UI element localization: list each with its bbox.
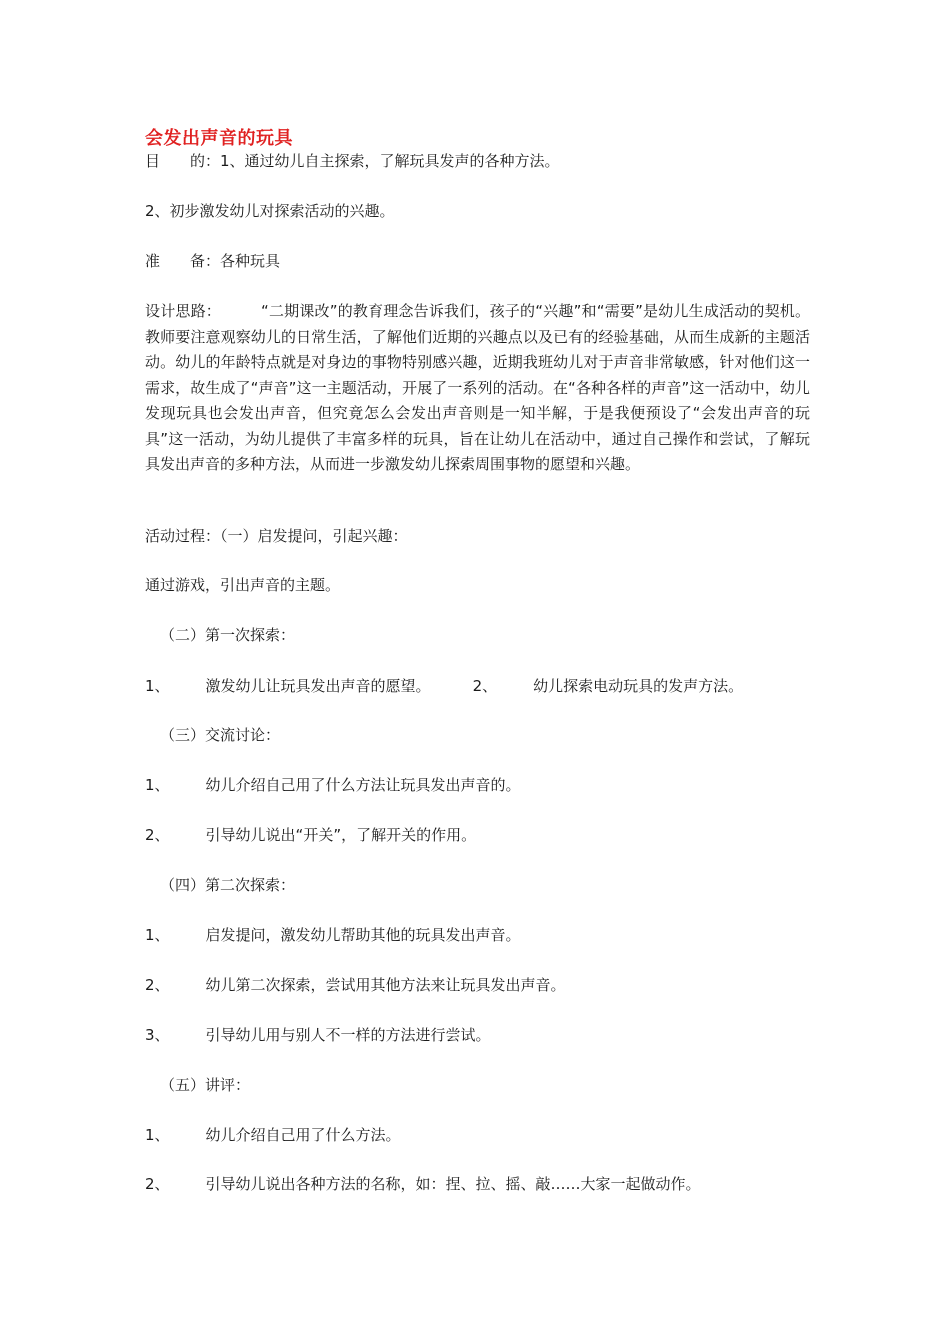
prep-label: 准 备： — [145, 252, 221, 270]
item-text: 幼儿介绍自己用了什么方法。 — [205, 1126, 401, 1144]
list-item — [145, 775, 521, 795]
item-number: 1、 — [145, 1126, 170, 1144]
document-title: 会发出声音的玩具 — [145, 128, 293, 149]
item-text: 幼儿第二次探索，尝试用其他方法来让玩具发出声音。 — [205, 976, 566, 994]
process-label: 活动过程： — [145, 527, 221, 545]
item-number: 1、 — [145, 776, 170, 794]
item-number: 1、 — [145, 926, 170, 944]
list-item — [145, 925, 521, 945]
list-item — [145, 1025, 491, 1045]
section-4-title: （四）第二次探索： — [160, 876, 296, 894]
item-number: 3、 — [145, 1026, 170, 1044]
item-text: 幼儿介绍自己用了什么方法让玩具发出声音的。 — [205, 776, 521, 794]
list-item — [145, 1174, 701, 1194]
prep-line — [145, 251, 280, 271]
section-1-title: （一）启发提问，引起兴趣： — [220, 527, 408, 545]
goal-line — [145, 151, 560, 171]
section-5-title: （五）讲评： — [160, 1076, 251, 1094]
goal-item-2: 2、初步激发幼儿对探索活动的兴趣。 — [145, 202, 395, 220]
section-2-items — [145, 676, 743, 696]
list-item — [145, 1125, 401, 1145]
s2-item-1-num: 1、 — [145, 677, 170, 695]
item-text: 引导幼儿说出“开关”，了解开关的作用。 — [205, 826, 477, 844]
item-text: 引导幼儿说出各种方法的名称，如：捏、拉、摇、敲……大家一起做动作。 — [205, 1175, 701, 1193]
section-1-text: 通过游戏，引出声音的主题。 — [145, 576, 341, 594]
process-line — [145, 526, 408, 546]
item-text: 启发提问，激发幼儿帮助其他的玩具发出声音。 — [205, 926, 521, 944]
s2-item-1-text: 激发幼儿让玩具发出声音的愿望。 — [205, 677, 431, 695]
section-2-title: （二）第一次探索： — [160, 626, 296, 644]
item-number: 2、 — [145, 976, 170, 994]
design-paragraph — [145, 299, 810, 478]
prep-text: 各种玩具 — [220, 252, 281, 270]
list-item — [145, 975, 566, 995]
s2-item-2-num: 2、 — [472, 677, 498, 695]
design-label: 设计思路： — [145, 302, 221, 320]
list-item — [145, 825, 476, 845]
section-3-title: （三）交流讨论： — [160, 726, 281, 744]
item-text: 引导幼儿用与别人不一样的方法进行尝试。 — [205, 1026, 491, 1044]
goal-item-1: 1、通过幼儿自主探索，了解玩具发声的各种方法。 — [220, 152, 560, 170]
s2-item-2-text: 幼儿探索电动玩具的发声方法。 — [533, 677, 744, 695]
item-number: 2、 — [145, 1175, 170, 1193]
goal-label: 目 的： — [145, 152, 221, 170]
item-number: 2、 — [145, 826, 170, 844]
design-text: “二期课改”的教育理念告诉我们，孩子的“兴趣”和“需要”是幼儿生成活动的契机。教师要注意观察幼儿的日常生活，了解他们近期的兴趣点以及已有的经验基础，从而生成新的主题活动。幼儿的年龄特点就是对身边的事物特别感兴趣，近期我班幼儿对于声音非常敏感，针对他们这一需求，故生成了“声音”这一主题活动，开展了一系列的活动。在“各种各样的声音”这一活动中，幼儿发现玩具也会发出声音，但究竟怎么会发出声音则是一知半解，于是我便预设了“会发出声音的玩具”这一活动，为幼儿提供了丰富多样的玩具，旨在让幼儿在活动中，通过自己操作和尝试，了解玩具发出声音的多种方法，从而进一步激发幼儿探索周围事物的愿望和兴趣。 — [145, 302, 810, 473]
